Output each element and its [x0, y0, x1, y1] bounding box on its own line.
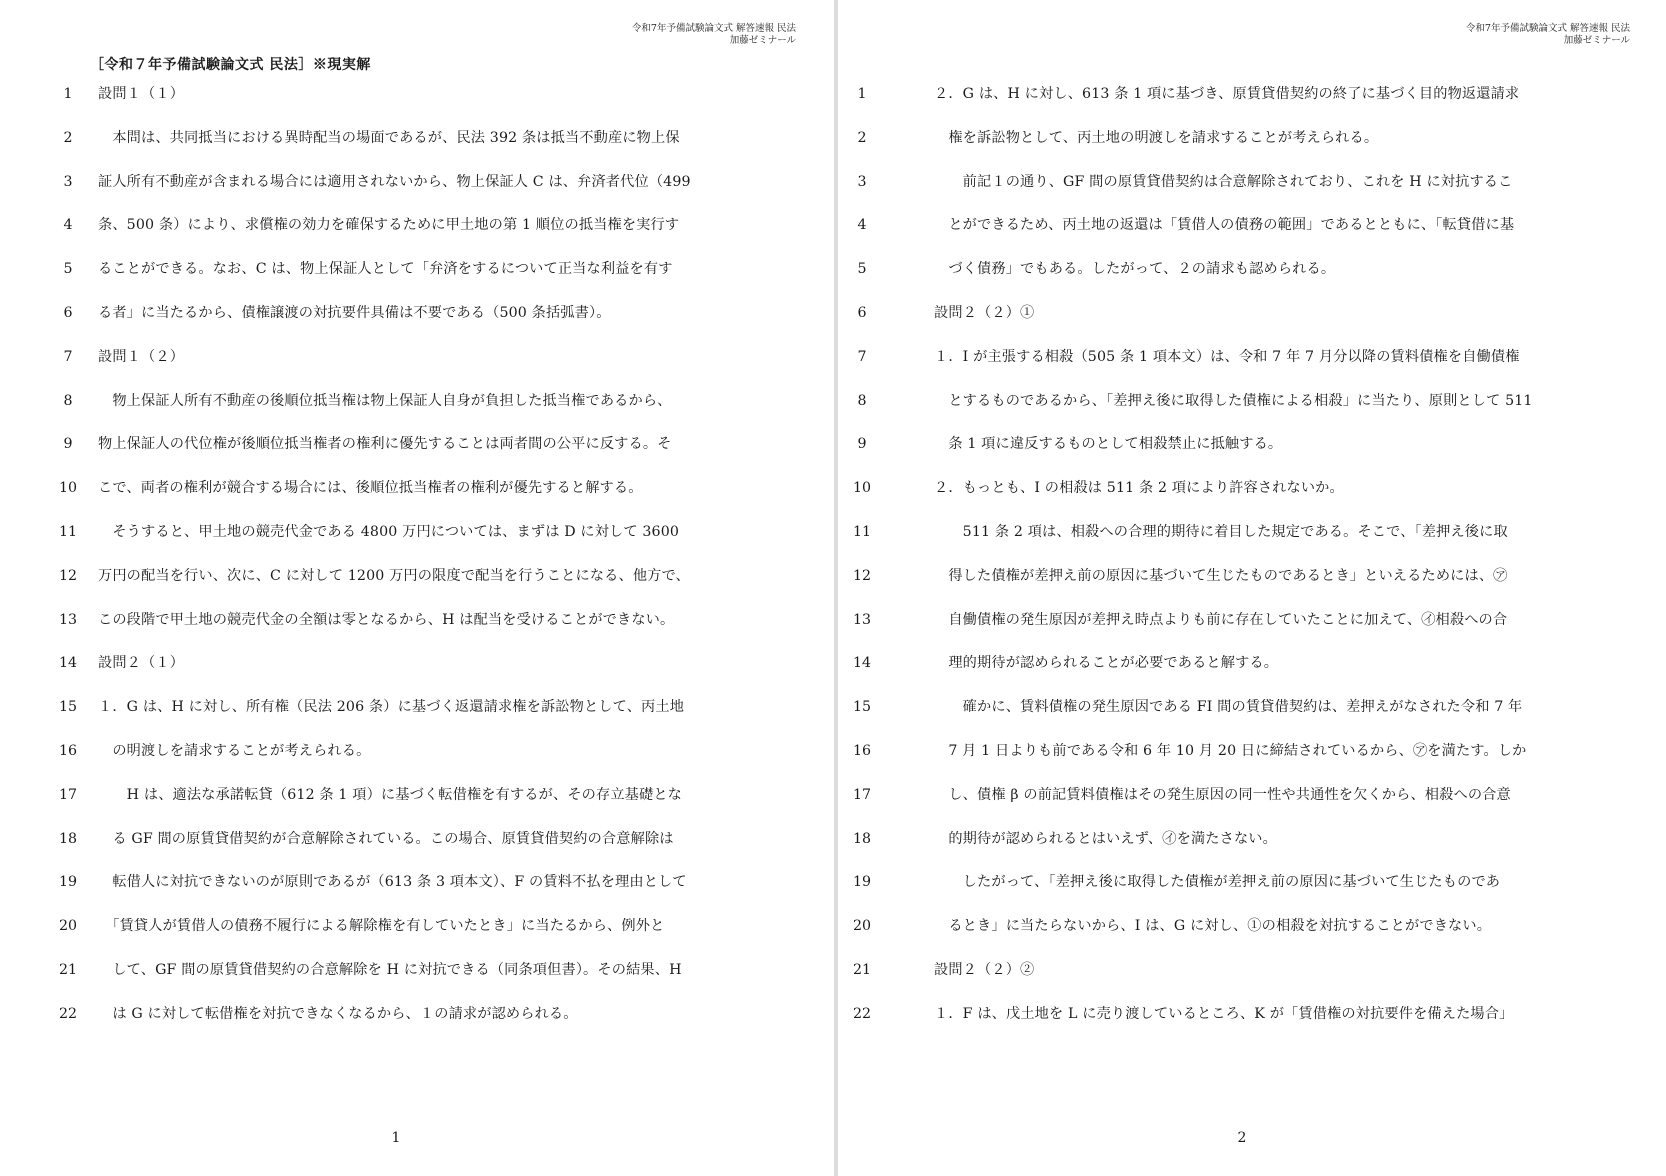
- line-text: の明渡しを請求することが考えられる。: [98, 743, 371, 759]
- line-number: 2: [63, 129, 73, 146]
- text-line: [0, 390, 834, 412]
- text-line: [838, 696, 1666, 718]
- text-line: [838, 171, 1666, 193]
- line-number: 16: [58, 743, 78, 759]
- text-line: [0, 258, 834, 280]
- line-number: 16: [852, 743, 872, 759]
- text-line: [838, 390, 1666, 412]
- line-text: 的期待が認められるとはいえず、㋑を満たさない。: [934, 830, 1277, 847]
- line-text: 証人所有不動産が含まれる場合には適用されないから、物上保証人 C は、弁済者代位（499: [98, 173, 691, 190]
- text-line: [0, 740, 834, 762]
- text-line: [838, 652, 1666, 674]
- line-text: ることができる。なお、C は、物上保証人として「弁済をするについて正当な利益を有す: [98, 261, 673, 278]
- line-text: こで、両者の権利が競合する場合には、後順位抵当権者の権利が優先すると解する。: [98, 480, 643, 497]
- text-line: [0, 609, 834, 631]
- page-header: [1466, 23, 1630, 47]
- text-line: [0, 828, 834, 850]
- line-text: そうすると、甲土地の競売代金である 4800 万円については、まずは D に対して 3600: [98, 524, 680, 540]
- text-line: [0, 871, 834, 893]
- line-number: 2: [857, 129, 867, 146]
- text-line: [838, 477, 1666, 499]
- text-line: [0, 696, 834, 718]
- line-text: 得した債権が差押え前の原因に基づいて生じたものであるとき」といえるためには、㋐: [934, 567, 1508, 584]
- line-number: 4: [857, 217, 867, 234]
- page-header: [632, 23, 796, 47]
- line-text: １．F は、戊土地を L に売り渡しているところ、K が「賃借権の対抗要件を備えた場合」: [934, 1005, 1514, 1022]
- line-number: 15: [58, 699, 78, 716]
- line-number: 12: [852, 567, 872, 584]
- line-number: 8: [857, 392, 867, 409]
- header-publisher: 加藤ゼミナール: [729, 35, 796, 46]
- line-text: 設問２（２）②: [934, 962, 1035, 978]
- line-text: し、債権 β の前記賃料債権はその発生原因の同一性や共通性を欠くから、相殺への合意: [934, 786, 1511, 803]
- line-text: １．G は、H に対し、所有権（民法 206 条）に基づく返還請求権を訴訟物として、丙土地: [98, 699, 685, 716]
- text-line: [0, 171, 834, 193]
- text-line: [838, 565, 1666, 587]
- line-text: るとき」に当たらないから、I は、G に対し、①の相殺を対抗することができない。: [934, 918, 1492, 935]
- line-number: 21: [58, 962, 78, 978]
- text-line: [0, 302, 834, 324]
- text-line: [838, 740, 1666, 762]
- line-number: 14: [852, 655, 872, 672]
- line-text: 前記１の通り、GF 間の原賃貸借契約は合意解除されており、これを H に対抗するこ: [934, 173, 1513, 190]
- header-title: 令和7年予備試験論文式 解答速報 民法: [1465, 23, 1630, 34]
- text-line: [0, 784, 834, 806]
- line-text: る GF 間の原賃貸借契約が合意解除されている。この場合、原賃貸借契約の合意解除は: [98, 830, 674, 847]
- text-line: [838, 784, 1666, 806]
- text-line: [0, 652, 834, 674]
- line-text: 設問１（２）: [98, 348, 185, 365]
- line-text: したがって、「差押え後に取得した債権が差押え前の原因に基づいて生じたものであ: [934, 874, 1501, 891]
- document-title: ［令和７年予備試験論文式 民法］※現実解: [90, 57, 371, 73]
- line-number: 15: [852, 699, 872, 716]
- line-number: 18: [852, 830, 872, 847]
- line-number: 22: [852, 1005, 872, 1022]
- text-line: [838, 959, 1666, 981]
- text-line: [0, 214, 834, 236]
- text-line: [838, 346, 1666, 368]
- header-publisher: 加藤ゼミナール: [1563, 35, 1630, 46]
- line-number: 19: [852, 874, 872, 891]
- text-line: [0, 477, 834, 499]
- line-text: 設問２（１）: [98, 655, 185, 672]
- line-number: 3: [63, 173, 73, 190]
- text-line: [838, 1003, 1666, 1025]
- line-text: 万円の配当を行い、次に、C に対して 1200 万円の限度で配当を行うことになる、他方で、: [98, 567, 690, 584]
- line-number: 10: [852, 480, 872, 497]
- line-number: 20: [58, 918, 78, 935]
- header-title: 令和7年予備試験論文式 解答速報 民法: [631, 23, 796, 34]
- line-number: 1: [857, 86, 867, 102]
- line-text: は G に対して転借権を対抗できなくなるから、１の請求が認められる。: [98, 1005, 578, 1022]
- line-number: 12: [58, 567, 78, 584]
- line-number: 4: [63, 217, 73, 234]
- line-text: 設問１（１）: [98, 86, 185, 102]
- text-line: [838, 433, 1666, 455]
- line-number: 6: [857, 305, 867, 321]
- line-text: 511 条 2 項は、相殺への合理的期待に着目した規定である。そこで、「差押え後に取: [934, 524, 1508, 540]
- line-text: 「賃貸人が賃借人の債務不履行による解除権を有していたとき」に当たるから、例外と: [98, 918, 665, 935]
- line-number: 7: [63, 348, 73, 365]
- text-line: [0, 346, 834, 368]
- page-number: 1: [391, 1130, 401, 1146]
- line-text: して、GF 間の原賃貸借契約の合意解除を H に対抗できる（同条項但書）。その結果、H: [98, 962, 682, 978]
- line-number: 20: [852, 918, 872, 935]
- line-text: この段階で甲土地の競売代金の全額は零となるから、H は配当を受けることができない。: [98, 611, 675, 628]
- line-text: 本問は、共同抵当における異時配当の場面であるが、民法 392 条は抵当不動産に物上保: [98, 129, 680, 146]
- line-number: 7: [857, 348, 867, 365]
- line-text: 7 月 1 日よりも前である令和 6 年 10 月 20 日に締結されているから、㋐を満たす。しか: [934, 743, 1527, 759]
- line-text: H は、適法な承諾転貸（612 条 1 項）に基づく転借権を有するが、その存立基礎とな: [98, 786, 683, 803]
- line-number: 6: [63, 305, 73, 321]
- line-number: 17: [852, 786, 872, 803]
- line-number: 18: [58, 830, 78, 847]
- line-text: 物上保証人の代位権が後順位抵当権者の権利に優先することは両者間の公平に反する。そ: [98, 436, 672, 453]
- text-line: [0, 915, 834, 937]
- text-line: [0, 433, 834, 455]
- text-line: [838, 609, 1666, 631]
- line-text: ２．G は、H に対し、613 条 1 項に基づき、原賃貸借契約の終了に基づく目的物返還請求: [934, 86, 1520, 102]
- line-number: 10: [58, 480, 78, 497]
- text-line: [838, 871, 1666, 893]
- text-line: [838, 915, 1666, 937]
- text-line: [0, 83, 834, 105]
- text-line: [838, 214, 1666, 236]
- line-text: 条 1 項に違反するものとして相殺禁止に抵触する。: [934, 436, 1283, 453]
- line-text: 確かに、賃料債権の発生原因である FI 間の賃貸借契約は、差押えがなされた令和 7 年: [934, 699, 1523, 716]
- line-number: 5: [63, 261, 73, 278]
- line-text: 理的期待が認められることが必要であると解する。: [934, 655, 1279, 672]
- text-line: [0, 1003, 834, 1025]
- text-line: [838, 521, 1666, 543]
- text-line: [0, 521, 834, 543]
- line-number: 1: [63, 86, 73, 102]
- line-number: 21: [852, 962, 872, 978]
- line-number: 13: [852, 611, 872, 628]
- line-text: ２．もっとも、I の相殺は 511 条 2 項により許容されないか。: [934, 480, 1344, 497]
- page-number: 2: [1237, 1130, 1247, 1146]
- line-number: 17: [58, 786, 78, 803]
- text-line: [838, 302, 1666, 324]
- line-text: づく債務」でもある。したがって、２の請求も認められる。: [934, 261, 1336, 278]
- line-number: 3: [857, 173, 867, 190]
- line-number: 11: [852, 524, 872, 540]
- text-line: [838, 83, 1666, 105]
- line-number: 13: [58, 611, 78, 628]
- line-number: 14: [58, 655, 78, 672]
- line-text: 転借人に対抗できないのが原則であるが（613 条 3 項本文）、F の賃料不払を理由として: [98, 874, 687, 891]
- line-number: 8: [63, 392, 73, 409]
- line-text: 条、500 条）により、求償権の効力を確保するために甲土地の第 1 順位の抵当権を実行す: [98, 217, 680, 234]
- text-line: [0, 565, 834, 587]
- text-line: [838, 258, 1666, 280]
- text-line: [0, 959, 834, 981]
- line-text: 設問２（２）①: [934, 305, 1035, 321]
- line-number: 19: [58, 874, 78, 891]
- line-text: 物上保証人所有不動産の後順位抵当権は物上保証人自身が負担した抵当権であるから、: [98, 392, 672, 409]
- line-text: とができるため、丙土地の返還は「賃借人の債務の範囲」であるとともに、「転貸借に基: [934, 217, 1515, 234]
- text-line: [838, 828, 1666, 850]
- text-line: [838, 127, 1666, 149]
- line-number: 22: [58, 1005, 78, 1022]
- line-text: 権を訴訟物として、丙土地の明渡しを請求することが考えられる。: [934, 129, 1379, 146]
- text-line: [0, 127, 834, 149]
- line-number: 11: [58, 524, 78, 540]
- line-number: 5: [857, 261, 867, 278]
- line-text: 自働債権の発生原因が差押え時点よりも前に存在していたことに加えて、㋑相殺への合: [934, 611, 1508, 628]
- line-number: 9: [857, 436, 867, 453]
- line-text: る者」に当たるから、債権譲渡の対抗要件具備は不要である（500 条括弧書）。: [98, 305, 611, 321]
- line-number: 9: [63, 436, 73, 453]
- page-2: [838, 0, 1666, 1176]
- line-text: とするものであるから、「差押え後に取得した債権による相殺」に当たり、原則として 511: [934, 392, 1533, 409]
- line-text: １．I が主張する相殺（505 条 1 項本文）は、令和 7 年 7 月分以降の賃料債権を自働債権: [934, 348, 1520, 365]
